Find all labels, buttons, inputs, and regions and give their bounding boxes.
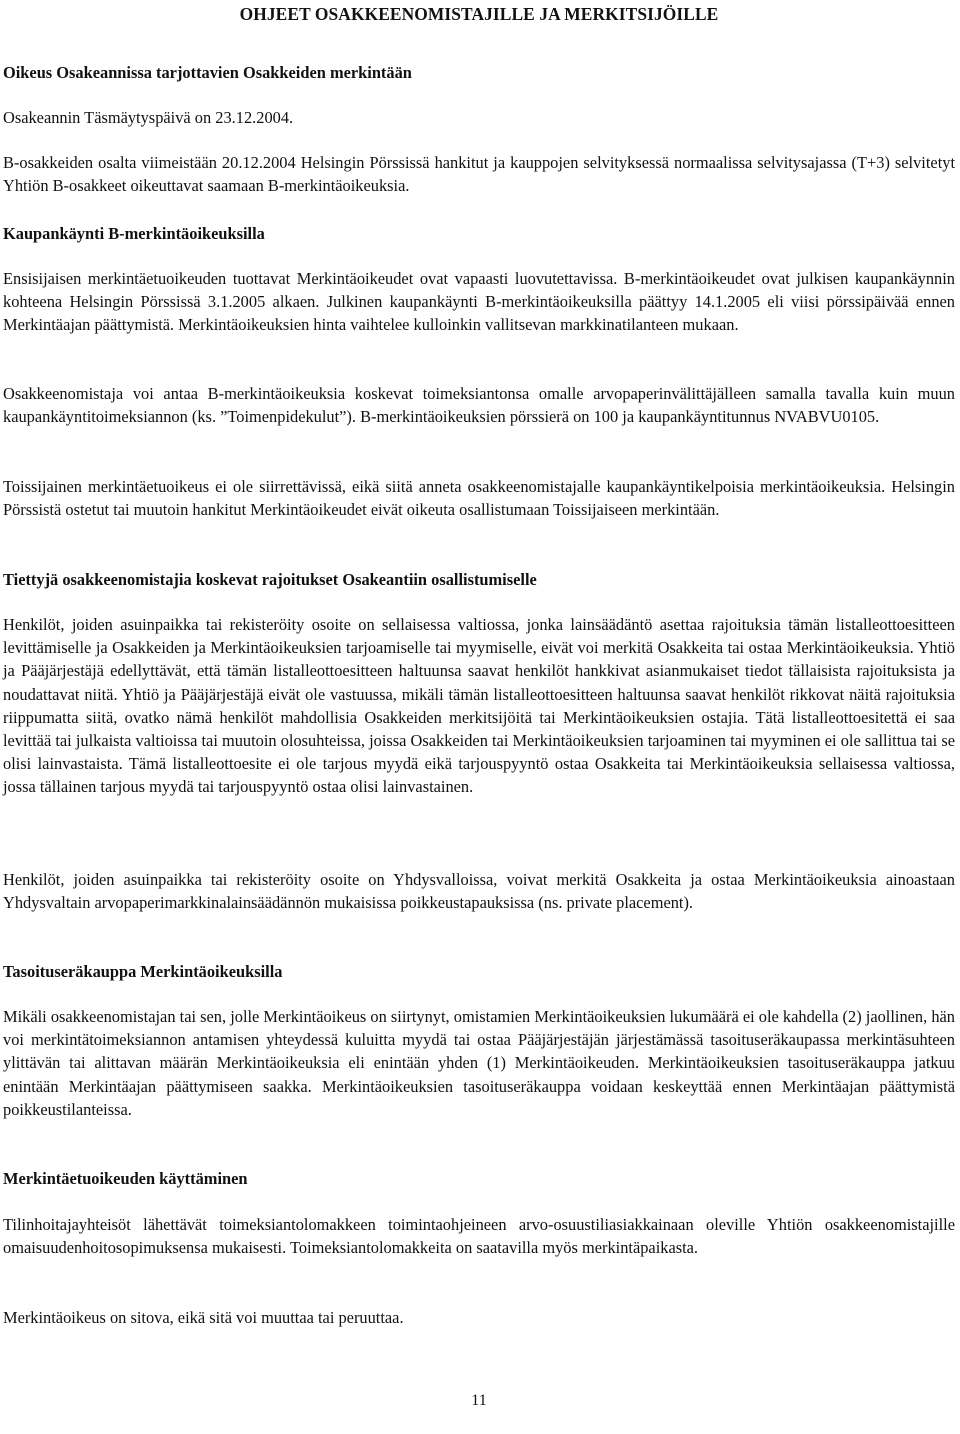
paragraph: Henkilöt, joiden asuinpaikka tai rekisteröity osoite on Yhdysvalloissa, voivat merkitä Osakkeita ja ostaa Merkintäoikeuksia ainoastaan Yhdysvaltain arvopaperimarkkinalainsäädännön mukaisissa poikkeustapauksissa (ns. private placement). (3, 870, 955, 913)
page-number: 11 (471, 1392, 487, 1409)
section-heading: Merkintäetuoikeuden käyttäminen (3, 1169, 248, 1188)
paragraph: Merkintäoikeus on sitova, eikä sitä voi muuttaa tai peruuttaa. (3, 1308, 404, 1327)
paragraph: Osakeannin Täsmäytyspäivä on 23.12.2004. (3, 108, 294, 127)
document-title: OHJEET OSAKKEENOMISTAJILLE JA MERKITSIJÖILLE (239, 4, 719, 24)
paragraph: Osakkeenomistaja voi antaa B-merkintäoikeuksia koskevat toimeksiantonsa omalle arvopaperinvälittäjälleen samalla tavalla kuin muun kaupankäyntitoimeksiannon (ks. ”Toimenpidekulut”). B-merkintäoikeuksien pörssierä on 100 ja kaupankäyntitunnus NVABVU0105. (3, 384, 955, 427)
section-heading: Tasoituseräkauppa Merkintäoikeuksilla (3, 962, 283, 981)
section-heading: Oikeus Osakeannissa tarjottavien Osakkeiden merkintään (3, 63, 412, 82)
paragraph: Toissijainen merkintäetuoikeus ei ole siirrettävissä, eikä siitä anneta osakkeenomistajalle kaupankäyntikelpoisia merkintäoikeuksia. Helsingin Pörssistä ostetut tai muutoin hankitut Merkintäoikeudet eivät oikeuta osallistumaan Toissijaiseen merkintään. (3, 477, 955, 520)
section-heading: Tiettyjä osakkeenomistajia koskevat rajoitukset Osakeantiin osallistumiselle (3, 570, 537, 589)
section-heading: Kaupankäynti B-merkintäoikeuksilla (3, 224, 265, 243)
paragraph: Mikäli osakkeenomistajan tai sen, jolle Merkintäoikeus on siirtynyt, omistamien Merkintäoikeuksien lukumäärä ei ole kahdella (2) jaollinen, hän voi merkintätoimeksiannon antamisen yhteydessä kuluitta myydä tai ostaa Pääjärjestäjän järjestämässä tasoituseräkaupassa merkintäsuhteen ylittävän tai alittavan määrän Merkintäoikeuksia eli enintään yhden (1) Merkintäoikeuden. Merkintäoikeuksien tasoituseräkauppa jatkuu enintään Merkintäajan päättymiseen saakka. Merkintäoikeuksien tasoituseräkauppa voidaan keskeyttää ennen Merkintäajan päättymistä poikkeustilanteissa. (3, 1007, 955, 1119)
paragraph: Ensisijaisen merkintäetuoikeuden tuottavat Merkintäoikeudet ovat vapaasti luovutettavissa. B-merkintäoikeudet ovat julkisen kaupankäynnin kohteena Helsingin Pörssissä 3.1.2005 alkaen. Julkinen kaupankäynti B-merkintäoikeuksilla päättyy 14.1.2005 eli viisi pörssipäivää ennen Merkintäajan päättymistä. Merkintäoikeuksien hinta vaihtelee kulloinkin vallitsevan markkinatilanteen mukaan. (3, 269, 955, 335)
paragraph: Tilinhoitajayhteisöt lähettävät toimeksiantolomakkeen toimintaohjeineen arvo-osuustiliasiakkainaan oleville Yhtiön osakkeenomistajille omaisuudenhoitosopimuksensa mukaisesti. Toimeksiantolomakkeita on saatavilla myös merkintäpaikasta. (3, 1215, 955, 1258)
paragraph: Henkilöt, joiden asuinpaikka tai rekisteröity osoite on sellaisessa valtiossa, jonka lainsäädäntö asettaa rajoituksia tämän listalleottoesitteen levittämiselle ja Osakkeiden ja Merkintäoikeuksien tarjoamiselle tai myymiselle, eivät voi merkitä Osakkeita tai ostaa Merkintäoikeuksia. Yhtiö ja Pääjärjestäjä edellyttävät, että tämän listalleottoesitteen haltuunsa saavat henkilöt hankkivat asianmukaiset tiedot tällaisista rajoituksista ja noudattavat niitä. Yhtiö ja Pääjärjestäjä eivät ole vastuussa, mikäli tämän listalleottoesitteen haltuunsa saavat henkilöt rikkovat näitä rajoituksia riippumatta siitä, ovatko nämä henkilöt mahdollisia Osakkeiden merkitsijöitä tai Merkintäoikeuksien ostajia. Tätä listalleottoesitettä ei saa levittää tai julkaista valtioissa tai muutoin olosuhteissa, joissa Osakkeiden tai Merkintäoikeuksien tarjoaminen tai myyminen ei ole sallittua tai se olisi lainvastaista. Tämä listalleottoesite ei ole tarjous myydä eikä tarjouspyyntö ostaa Osakkeita tai Merkintäoikeuksia sellaisessa valtiossa, jossa tällainen tarjous myydä tai tarjouspyyntö ostaa olisi lainvastainen. (3, 615, 955, 797)
paragraph: B-osakkeiden osalta viimeistään 20.12.2004 Helsingin Pörssissä hankitut ja kauppojen selvityksessä normaalissa selvitysajassa (T+3) selvitetyt Yhtiön B-osakkeet oikeuttavat saamaan B-merkintäoikeuksia. (3, 153, 955, 196)
